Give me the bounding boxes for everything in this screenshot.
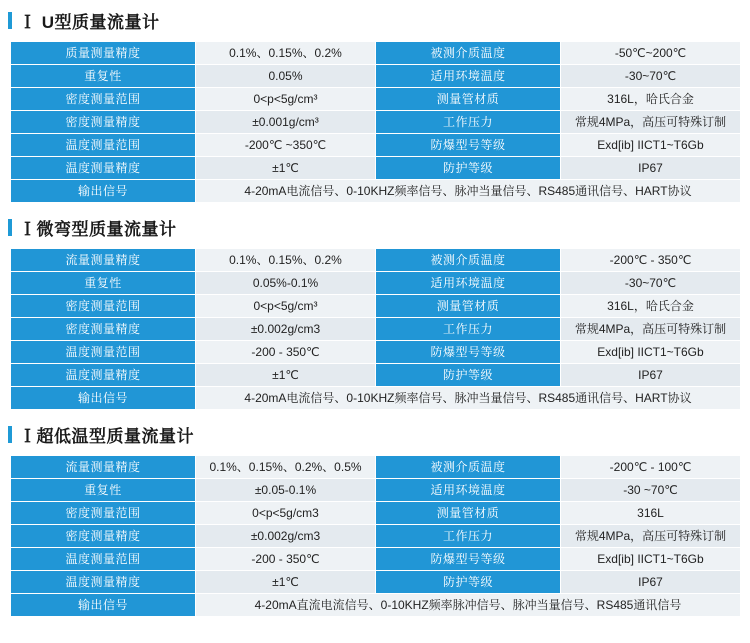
row-value-left: ±0.002g/cm3 (196, 318, 376, 341)
row-value-right: Exd[ib] IICT1~T6Gb (561, 548, 741, 571)
row-label-right: 适用环境温度 (376, 272, 561, 295)
row-value-right: -200℃ - 350℃ (561, 249, 741, 272)
table-row (11, 364, 741, 387)
row-value-left: 0.1%、0.15%、0.2%、0.5% (196, 456, 376, 479)
row-label-left: 密度测量范围 (11, 88, 196, 111)
row-value-left: ±1℃ (196, 571, 376, 594)
row-value-right: 316L (561, 502, 741, 525)
footer-label: 输出信号 (11, 387, 196, 410)
row-value-left: ±0.002g/cm3 (196, 525, 376, 548)
table-row (11, 502, 741, 525)
row-value-left: 0.05%-0.1% (196, 272, 376, 295)
row-value-right: -30~70℃ (561, 272, 741, 295)
section-title-text: Ｉ U型质量流量计 (19, 13, 160, 32)
row-label-right: 被测介质温度 (376, 456, 561, 479)
table-row (11, 571, 741, 594)
row-value-right: -30 ~70℃ (561, 479, 741, 502)
row-label-right: 工作压力 (376, 525, 561, 548)
row-value-left: 0<p<5g/cm³ (196, 88, 376, 111)
row-value-left: -200 - 350℃ (196, 548, 376, 571)
section-title-text: Ｉ微弯型质量流量计 (19, 220, 177, 239)
row-value-left: 0<p<5g/cm3 (196, 502, 376, 525)
row-value-left: 0.05% (196, 65, 376, 88)
row-label-right: 防护等级 (376, 571, 561, 594)
footer-label: 输出信号 (11, 180, 196, 203)
section-ultra-low-temp-type (0, 414, 750, 617)
row-value-left: 0<p<5g/cm³ (196, 295, 376, 318)
row-label-right: 被测介质温度 (376, 249, 561, 272)
spec-table (10, 41, 741, 203)
row-value-right: IP67 (561, 571, 741, 594)
row-value-right: -50℃~200℃ (561, 42, 741, 65)
title-accent-bar (8, 12, 12, 29)
spec-table (10, 455, 741, 617)
row-label-left: 温度测量精度 (11, 364, 196, 387)
row-label-right: 适用环境温度 (376, 65, 561, 88)
table-row (11, 249, 741, 272)
footer-label: 输出信号 (11, 594, 196, 617)
row-label-right: 防爆型号等级 (376, 134, 561, 157)
row-value-right: 316L，哈氏合金 (561, 88, 741, 111)
row-label-left: 温度测量精度 (11, 571, 196, 594)
row-label-left: 重复性 (11, 65, 196, 88)
row-label-right: 工作压力 (376, 111, 561, 134)
row-value-left: ±0.001g/cm³ (196, 111, 376, 134)
table-row (11, 272, 741, 295)
row-label-left: 密度测量范围 (11, 502, 196, 525)
section-u-type (0, 0, 750, 203)
section-title-text: Ｉ超低温型质量流量计 (19, 427, 194, 446)
table-row (11, 525, 741, 548)
row-value-right: Exd[ib] IICT1~T6Gb (561, 134, 741, 157)
table-row (11, 456, 741, 479)
table-footer-row (11, 594, 741, 617)
row-value-left: -200℃ ~350℃ (196, 134, 376, 157)
row-label-left: 密度测量精度 (11, 525, 196, 548)
row-value-left: 0.1%、0.15%、0.2% (196, 42, 376, 65)
row-value-right: -30~70℃ (561, 65, 741, 88)
table-row (11, 88, 741, 111)
footer-value: 4-20mA电流信号、0-10KHZ频率信号、脉冲当量信号、RS485通讯信号、HART协议 (196, 387, 741, 410)
row-label-right: 测量管材质 (376, 295, 561, 318)
row-label-right: 测量管材质 (376, 88, 561, 111)
footer-value: 4-20mA直流电流信号、0-10KHZ频率脉冲信号、脉冲当量信号、RS485通讯信号 (196, 594, 741, 617)
section-title (0, 0, 750, 41)
table-footer-row (11, 180, 741, 203)
row-value-right: IP67 (561, 364, 741, 387)
row-label-right: 防护等级 (376, 157, 561, 180)
row-value-right: 常规4MPa，高压可特殊订制 (561, 525, 741, 548)
row-value-right: 常规4MPa，高压可特殊订制 (561, 111, 741, 134)
row-label-left: 温度测量范围 (11, 134, 196, 157)
row-label-left: 重复性 (11, 479, 196, 502)
table-footer-row (11, 387, 741, 410)
table-row (11, 341, 741, 364)
spec-table (10, 248, 741, 410)
table-row (11, 318, 741, 341)
footer-value: 4-20mA电流信号、0-10KHZ频率信号、脉冲当量信号、RS485通讯信号、HART协议 (196, 180, 741, 203)
table-row (11, 65, 741, 88)
row-label-left: 质量测量精度 (11, 42, 196, 65)
row-label-right: 防爆型号等级 (376, 548, 561, 571)
row-label-left: 密度测量精度 (11, 318, 196, 341)
row-label-right: 测量管材质 (376, 502, 561, 525)
row-label-right: 防护等级 (376, 364, 561, 387)
row-value-left: -200 - 350℃ (196, 341, 376, 364)
row-label-left: 温度测量范围 (11, 548, 196, 571)
table-row (11, 134, 741, 157)
row-label-right: 工作压力 (376, 318, 561, 341)
table-row (11, 479, 741, 502)
table-row (11, 42, 741, 65)
row-value-right: 316L，哈氏合金 (561, 295, 741, 318)
row-label-left: 温度测量精度 (11, 157, 196, 180)
table-row (11, 111, 741, 134)
row-label-left: 流量测量精度 (11, 249, 196, 272)
row-value-right: -200℃ - 100℃ (561, 456, 741, 479)
title-accent-bar (8, 426, 12, 443)
row-label-right: 被测介质温度 (376, 42, 561, 65)
row-label-left: 密度测量精度 (11, 111, 196, 134)
row-label-left: 重复性 (11, 272, 196, 295)
section-micro-bend-type (0, 207, 750, 410)
row-label-right: 适用环境温度 (376, 479, 561, 502)
row-value-right: 常规4MPa，高压可特殊订制 (561, 318, 741, 341)
section-title (0, 414, 750, 455)
row-value-right: Exd[ib] IICT1~T6Gb (561, 341, 741, 364)
row-value-left: ±0.05-0.1% (196, 479, 376, 502)
section-title (0, 207, 750, 248)
table-row (11, 157, 741, 180)
row-value-left: ±1℃ (196, 364, 376, 387)
row-value-right: IP67 (561, 157, 741, 180)
row-label-left: 温度测量范围 (11, 341, 196, 364)
row-label-left: 流量测量精度 (11, 456, 196, 479)
table-row (11, 548, 741, 571)
row-value-left: ±1℃ (196, 157, 376, 180)
row-label-left: 密度测量范围 (11, 295, 196, 318)
row-value-left: 0.1%、0.15%、0.2% (196, 249, 376, 272)
table-row (11, 295, 741, 318)
title-accent-bar (8, 219, 12, 236)
row-label-right: 防爆型号等级 (376, 341, 561, 364)
